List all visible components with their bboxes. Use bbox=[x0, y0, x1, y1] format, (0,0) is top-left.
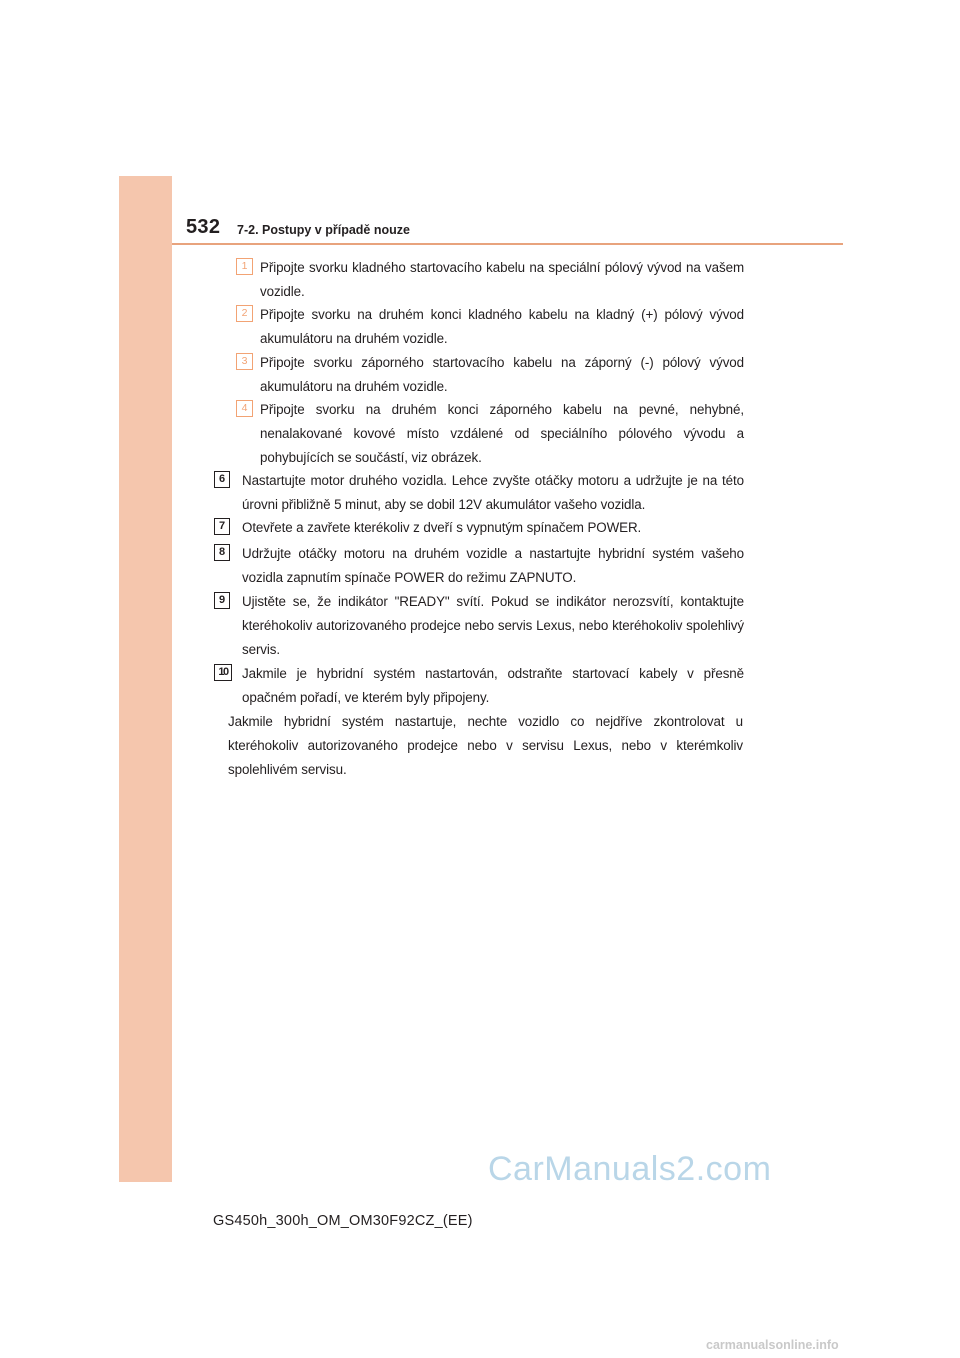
step-marker: 7 bbox=[214, 518, 230, 535]
step-marker: 6 bbox=[214, 471, 230, 488]
substep-item bbox=[236, 303, 744, 351]
substep-text: Připojte svorku kladného startovacího kabelu na speciální pólový vývod na vašem vozidle. bbox=[260, 260, 744, 299]
step-text: Jakmile je hybridní systém nastartován, odstraňte startovací kabely v přesně opačném pořadí, ve kterém byly připojeny. bbox=[242, 666, 744, 705]
step-marker: 8 bbox=[214, 544, 230, 561]
step-text: Nastartujte motor druhého vozidla. Lehce zvyšte otáčky motoru a udržujte je na této úrovni přibližně 5 minut, aby se dobil 12V akumulátor vašeho vozidla. bbox=[242, 473, 744, 512]
substep-item bbox=[236, 351, 744, 399]
step-item bbox=[214, 516, 744, 540]
step-text: Otevřete a zavřete kterékoliv z dveří s vypnutým spínačem POWER. bbox=[242, 520, 642, 535]
step-text: Ujistěte se, že indikátor "READY" svítí. Pokud se indikátor nerozsvítí, kontaktujte kteréhokoliv autorizovaného prodejce nebo servis Lexus, nebo kteréhokoliv spolehlivý servis. bbox=[242, 594, 744, 657]
section-title: 7-2. Postupy v případě nouze bbox=[237, 223, 410, 237]
substep-item bbox=[236, 398, 744, 470]
watermark-carmanualsonline: carmanualsonline.info bbox=[706, 1338, 839, 1352]
substep-marker: 2 bbox=[236, 305, 253, 322]
step-item bbox=[214, 662, 744, 710]
substep-text: Připojte svorku na druhém konci kladného kabelu na kladný (+) pólový vývod akumulátoru na druhém vozidle. bbox=[260, 307, 744, 346]
step-item bbox=[214, 469, 744, 517]
watermark-carmanuals2: CarManuals2.com bbox=[488, 1150, 772, 1188]
substep-item bbox=[236, 256, 744, 304]
document-code: GS450h_300h_OM_OM30F92CZ_(EE) bbox=[213, 1213, 473, 1229]
chapter-tab-band bbox=[119, 176, 172, 1182]
page-number: 532 bbox=[186, 216, 221, 238]
closing-paragraph: Jakmile hybridní systém nastartuje, nechte vozidlo co nejdříve zkontrolovat u kteréhokoliv autorizovaného prodejce nebo v servisu Lexus, nebo v kterémkoliv spolehlivém servisu. bbox=[228, 714, 743, 777]
substep-marker: 4 bbox=[236, 400, 253, 417]
header-divider bbox=[172, 243, 843, 245]
substep-marker: 3 bbox=[236, 353, 253, 370]
step-item bbox=[214, 542, 744, 590]
substep-text: Připojte svorku záporného startovacího kabelu na záporný (-) pólový vývod akumulátoru na druhém vozidle. bbox=[260, 355, 744, 394]
substep-marker: 1 bbox=[236, 258, 253, 275]
step-item bbox=[214, 590, 744, 662]
substep-text: Připojte svorku na druhém konci záporného kabelu na pevné, nehybné, nenalakované kovové místo vzdálené od speciálního pólového vývodu a pohybujících se součástí, viz obrázek. bbox=[260, 402, 744, 465]
step-text: Udržujte otáčky motoru na druhém vozidle a nastartujte hybridní systém vašeho vozidla zapnutím spínače POWER do režimu ZAPNUTO. bbox=[242, 546, 744, 585]
step-marker: 10 bbox=[214, 664, 232, 681]
step-marker: 9 bbox=[214, 592, 230, 609]
